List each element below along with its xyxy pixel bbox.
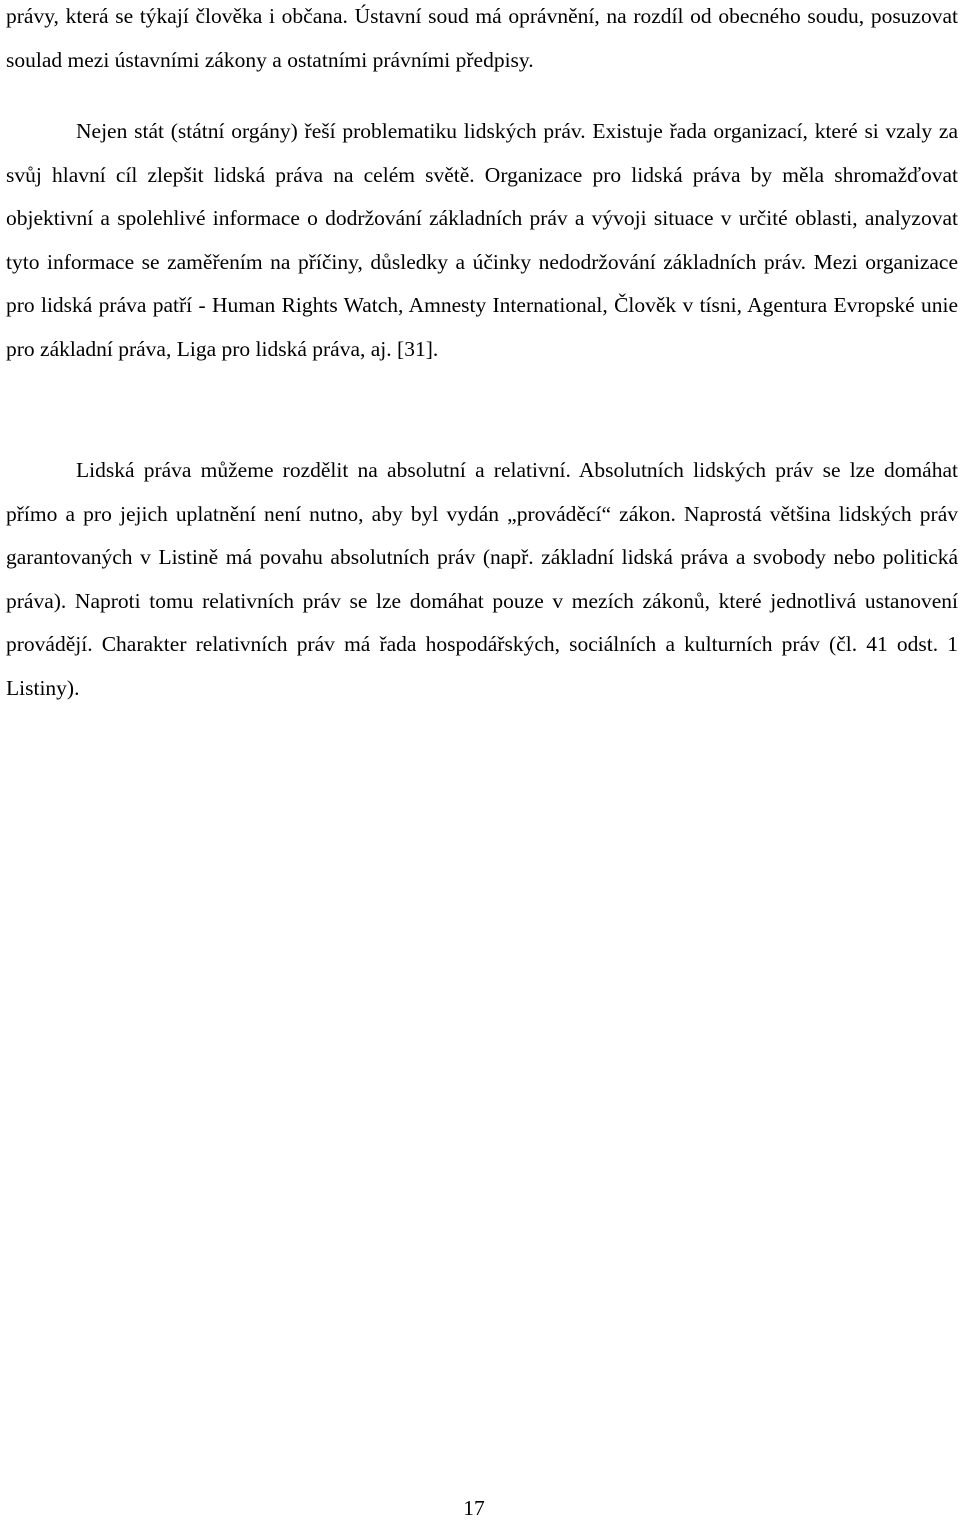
paragraph-1: právy, která se týkají člověka i občana. Ústavní soud má oprávnění, na rozdíl od obecného soudu, posuzovat soulad mezi ústavními zákony a ostatními právními předpisy. — [6, 4, 958, 72]
document-page — [6, 0, 958, 1521]
paragraph-2: Nejen stát (státní orgány) řeší problematiku lidských práv. Existuje řada organizací, které si vzaly za svůj hlavní cíl zlepšit lidská práva na celém světě. Organizace pro lidská práva by měla shromažďovat objektivní a spolehlivé informace o dodržování základních práv a vývoji situace v určité oblasti, analyzovat tyto informace se zaměřením na příčiny, důsledky a účinky nedodržování základních práv. Mezi organizace pro lidská práva patří - Human Rights Watch, Amnesty International, Člověk v tísni, Agentura Evropské unie pro základní práva, Liga pro lidská práva, aj. [31]. — [6, 119, 958, 361]
paragraph-3: Lidská práva můžeme rozdělit na absolutní a relativní. Absolutních lidských práv se lze domáhat přímo a pro jejich uplatnění není nutno, aby byl vydán „prováděcí“ zákon. Naprostá většina lidských práv garantovaných v Listině má povahu absolutních práv (např. základní lidská práva a svobody nebo politická práva). Naproti tomu relativních práv se lze domáhat pouze v mezích zákonů, které jednotlivá ustanovení provádějí. Charakter relativních práv má řada hospodářských, sociálních a kulturních práv (čl. 41 odst. 1 Listiny). — [6, 458, 958, 700]
page-number: 17 — [463, 1496, 485, 1520]
